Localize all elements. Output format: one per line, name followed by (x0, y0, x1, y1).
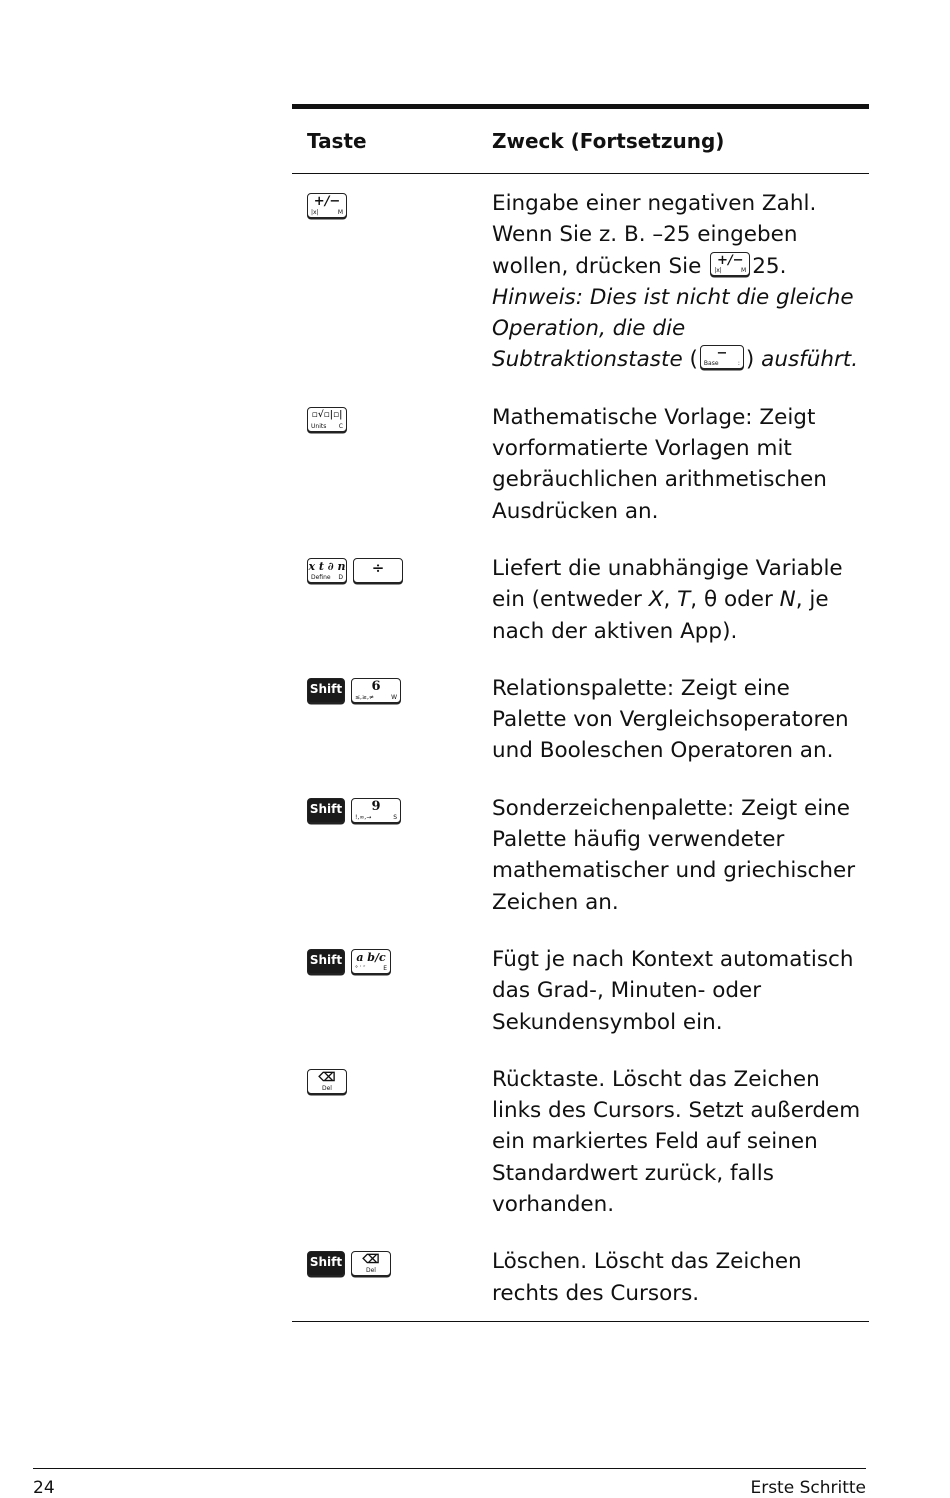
key-cell (292, 673, 492, 767)
template-key-icon: ▫√▫|▫| Units C (307, 407, 347, 432)
header-purpose-column: Zweck (Fortsetzung) (492, 129, 725, 153)
table-row (292, 793, 869, 918)
table-row (292, 1246, 869, 1309)
key-cell (292, 402, 492, 527)
divide-key-icon: ÷ (353, 558, 403, 583)
table-body (292, 174, 869, 1309)
nine-key-icon: 9 !,∞,→ S (351, 798, 401, 823)
backspace-key-icon: ⌫ Del (307, 1069, 347, 1094)
shift-key-icon: Shift (307, 949, 345, 974)
shift-key-icon: Shift (307, 798, 345, 823)
minus-key-icon: − Base : (700, 345, 744, 369)
xtthetan-key-icon: x t ∂ n Define D (308, 559, 346, 581)
backspace-key-icon: ⌫ Del (351, 1251, 391, 1276)
note-text: Hinweis: Dies ist nicht die gleiche Operation, die die Subtraktionstaste (492, 284, 854, 373)
description-cell: Fügt je nach Kontext automatisch das Grad-, Minuten- oder Sekundensymbol ein. (492, 946, 854, 1035)
key-cell (292, 793, 492, 918)
table-row (292, 188, 869, 376)
table-row (292, 944, 869, 1038)
page-footer (33, 1468, 866, 1498)
table-bottom-rule (292, 1321, 869, 1322)
shift-key-icon: Shift (307, 1251, 345, 1276)
table-row (292, 553, 869, 647)
key-cell (292, 553, 492, 647)
description-cell: Rücktaste. Löscht das Zeichen links des Cursors. Setzt außerdem ein markiertes Feld auf seinen Standardwert zurück, falls vorhanden. (492, 1066, 861, 1218)
description-cell: Eingabe einer negativen Zahl. Wenn Sie z. B. –25 eingeben wollen, drücken Sie +/− |x| M 25. Hinweis: Dies ist nicht die gleiche Operation, die die Subtraktionstaste ( − Base : ) ausführt. (492, 191, 859, 373)
fraction-key-icon: a b/c ° ′ ″ E (351, 949, 391, 974)
key-cell (292, 1246, 492, 1309)
key-table (292, 104, 869, 1322)
table-row (292, 673, 869, 767)
shift-key-icon: Shift (307, 678, 345, 703)
six-key-icon: 6 ≤,≥,≠ W (351, 678, 401, 703)
key-cell (292, 944, 492, 1038)
description-cell: Liefert die unabhängige Variable ein (entweder X, T, θ oder N, je nach der aktiven App). (492, 555, 843, 644)
description-cell: Mathematische Vorlage: Zeigt vorformatierte Vorlagen mit gebräuchlichen arithmetischen Ausdrücken an. (492, 404, 827, 524)
table-row (292, 402, 869, 527)
header-key-column: Taste (307, 129, 367, 153)
description-cell: Sonderzeichenpalette: Zeigt eine Palette häufig verwendeter mathematischer und griechischer Zeichen an. (492, 795, 856, 915)
description-cell: Löschen. Löscht das Zeichen rechts des Cursors. (492, 1249, 802, 1306)
key-cell (292, 188, 492, 376)
page-number: 24 (33, 1478, 55, 1498)
negate-key-icon: +/− |x| M (710, 252, 750, 276)
table-header (292, 109, 869, 174)
chapter-title: Erste Schritte (750, 1478, 866, 1498)
description-cell: Relationspalette: Zeigt eine Palette von Vergleichsoperatoren und Booleschen Operatoren an. (492, 675, 849, 764)
table-row (292, 1064, 869, 1220)
key-cell (292, 1064, 492, 1220)
negate-key-icon: +/− |x| M (307, 193, 347, 218)
